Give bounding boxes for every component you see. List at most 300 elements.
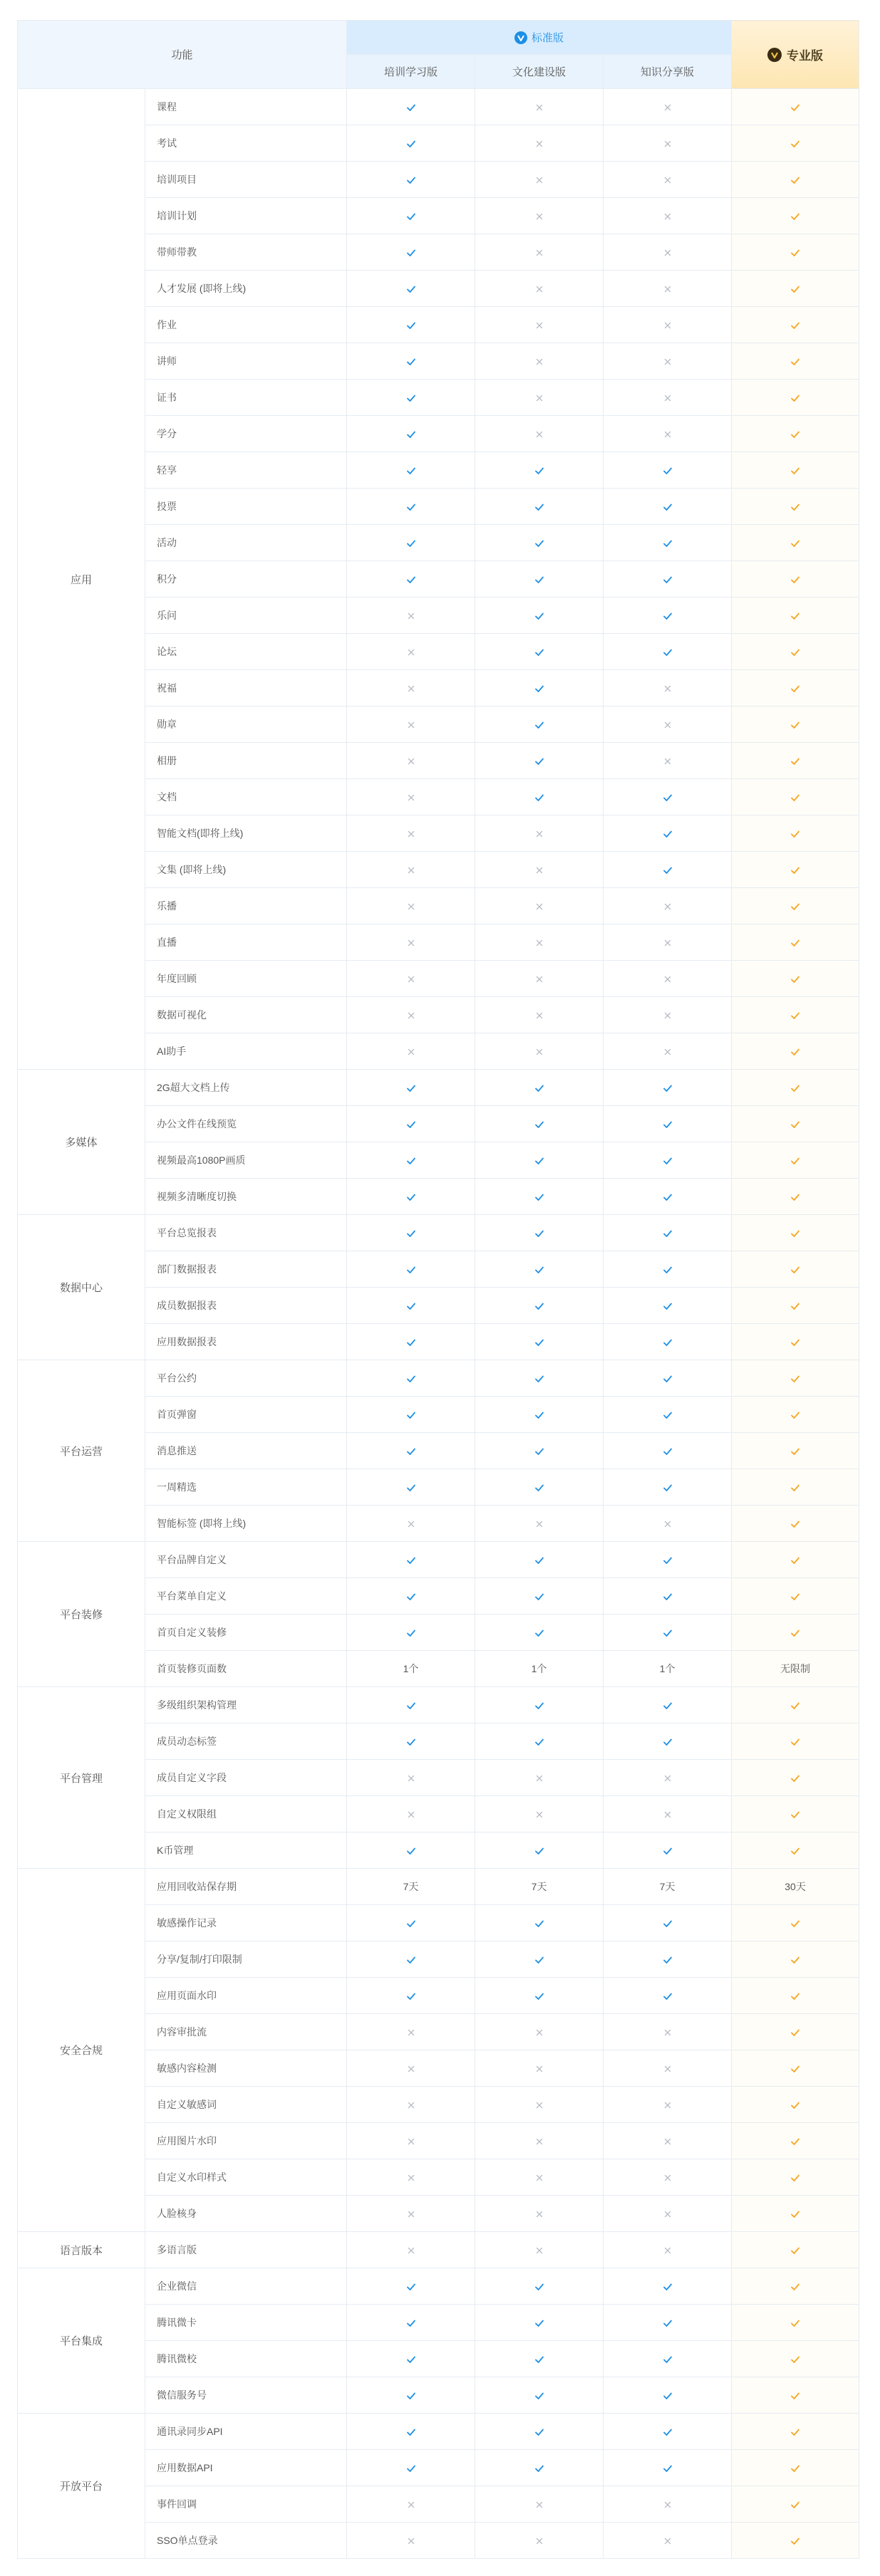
standard-value-cell xyxy=(604,815,732,852)
feature-cell: 微信服务号 xyxy=(145,2377,347,2414)
standard-value-cell xyxy=(475,1542,604,1578)
check-icon xyxy=(790,1628,800,1638)
check-icon xyxy=(534,1955,544,1965)
standard-value-cell xyxy=(604,924,732,961)
cross-icon xyxy=(534,284,544,294)
standard-value-cell xyxy=(604,1179,732,1215)
pro-value-cell xyxy=(732,1578,859,1615)
pro-value-cell xyxy=(732,2159,859,2196)
table-row xyxy=(18,1687,859,1724)
standard-value-cell xyxy=(604,1687,732,1724)
standard-value-cell xyxy=(604,525,732,561)
cross-icon xyxy=(663,2536,673,2546)
standard-value-cell xyxy=(347,1978,475,2014)
cross-icon xyxy=(406,2536,416,2546)
standard-value-cell xyxy=(347,1251,475,1288)
check-icon xyxy=(406,2391,416,2401)
category-cell: 平台运营 xyxy=(18,1360,145,1542)
function-column-header xyxy=(18,21,347,89)
standard-value-cell xyxy=(475,1288,604,1324)
check-icon xyxy=(406,1374,416,1384)
table-body xyxy=(18,89,859,2559)
cross-icon xyxy=(663,1810,673,1820)
pro-value-cell xyxy=(732,343,859,380)
standard-value-cell xyxy=(347,2087,475,2123)
pro-value-cell xyxy=(732,525,859,561)
standard-value-cell xyxy=(475,2123,604,2159)
standard-value-cell xyxy=(347,815,475,852)
standard-value-cell xyxy=(347,2486,475,2523)
standard-value-cell xyxy=(347,1869,475,1905)
cross-icon xyxy=(534,1047,544,1057)
feature-cell: 首页自定义装修 xyxy=(145,1615,347,1651)
check-icon xyxy=(790,829,800,839)
pro-value-cell xyxy=(732,271,859,307)
feature-cell: 平台总览报表 xyxy=(145,1215,347,1251)
check-icon xyxy=(790,103,800,113)
cross-icon xyxy=(406,1519,416,1529)
check-icon xyxy=(406,2355,416,2364)
cross-icon xyxy=(406,1773,416,1783)
feature-cell: 带师带教 xyxy=(145,234,347,271)
table-row xyxy=(18,1542,859,1578)
standard-value-cell xyxy=(475,815,604,852)
standard-value-cell xyxy=(475,1506,604,1542)
value-text: 1个 xyxy=(659,1663,675,1674)
check-icon xyxy=(534,756,544,766)
check-icon xyxy=(534,1592,544,1602)
feature-cell: 乐播 xyxy=(145,888,347,924)
standard-value-cell xyxy=(475,198,604,234)
feature-cell: 学分 xyxy=(145,416,347,452)
standard-value-cell xyxy=(604,380,732,416)
check-icon xyxy=(663,1192,673,1202)
feature-cell: 应用数据报表 xyxy=(145,1324,347,1360)
cross-icon xyxy=(663,1519,673,1529)
pro-value-cell xyxy=(732,2232,859,2268)
standard-value-cell xyxy=(475,380,604,416)
check-icon xyxy=(534,2318,544,2328)
check-icon xyxy=(663,466,673,476)
category-cell: 开放平台 xyxy=(18,2414,145,2559)
check-icon xyxy=(663,793,673,803)
pro-value-cell xyxy=(732,1469,859,1506)
standard-value-cell xyxy=(347,452,475,489)
pro-value-cell xyxy=(732,1869,859,1905)
standard-value-cell xyxy=(604,343,732,380)
standard-value-cell xyxy=(475,1832,604,1869)
pro-value-cell xyxy=(732,1615,859,1651)
standard-value-cell xyxy=(347,1796,475,1832)
pro-value-cell xyxy=(732,1106,859,1142)
standard-value-cell xyxy=(604,2268,732,2305)
cross-icon xyxy=(663,756,673,766)
cross-icon xyxy=(663,393,673,403)
check-icon xyxy=(790,2500,800,2510)
sub-edition-knowledge: 知识分享版 xyxy=(604,55,732,89)
sub-edition-training: 培训学习版 xyxy=(347,55,475,89)
check-icon xyxy=(406,212,416,221)
cross-icon xyxy=(663,212,673,221)
standard-value-cell xyxy=(475,924,604,961)
check-icon xyxy=(790,2173,800,2183)
standard-value-cell xyxy=(604,1469,732,1506)
cross-icon xyxy=(406,684,416,694)
cross-icon xyxy=(663,684,673,694)
standard-value-cell xyxy=(347,2123,475,2159)
check-icon xyxy=(534,1555,544,1565)
feature-cell: K币管理 xyxy=(145,1832,347,1869)
standard-value-cell xyxy=(475,2414,604,2450)
cross-icon xyxy=(663,1773,673,1783)
pro-value-cell xyxy=(732,670,859,706)
table-row xyxy=(18,1869,859,1905)
pro-value-cell xyxy=(732,997,859,1033)
standard-value-cell xyxy=(475,1905,604,1941)
value-text: 7天 xyxy=(403,1881,419,1892)
standard-value-cell xyxy=(347,888,475,924)
feature-cell: AI助手 xyxy=(145,1033,347,1070)
check-icon xyxy=(534,1083,544,1093)
standard-value-cell xyxy=(475,1724,604,1760)
standard-edition-header xyxy=(347,21,732,55)
standard-value-cell xyxy=(604,706,732,743)
standard-value-cell xyxy=(347,1832,475,1869)
pro-value-cell xyxy=(732,561,859,598)
cross-icon xyxy=(406,2137,416,2147)
check-icon xyxy=(790,2391,800,2401)
pro-value-cell xyxy=(732,2196,859,2232)
cross-icon xyxy=(534,212,544,221)
feature-cell: 讲师 xyxy=(145,343,347,380)
standard-value-cell xyxy=(604,598,732,634)
check-icon xyxy=(406,1192,416,1202)
standard-value-cell xyxy=(604,2486,732,2523)
pro-edition-header xyxy=(732,21,859,89)
feature-cell: 应用数据API xyxy=(145,2450,347,2486)
cross-icon xyxy=(534,2246,544,2256)
pro-value-cell xyxy=(732,2341,859,2377)
check-icon xyxy=(406,1555,416,1565)
standard-value-cell xyxy=(604,1142,732,1179)
standard-value-cell xyxy=(347,125,475,162)
check-icon xyxy=(534,575,544,585)
standard-value-cell xyxy=(347,2196,475,2232)
check-icon xyxy=(663,1919,673,1929)
standard-value-cell xyxy=(347,1542,475,1578)
pro-value-cell xyxy=(732,2377,859,2414)
feature-cell: 一周精选 xyxy=(145,1469,347,1506)
standard-value-cell xyxy=(347,525,475,561)
standard-value-cell xyxy=(347,271,475,307)
check-icon xyxy=(790,1846,800,1856)
standard-value-cell xyxy=(347,89,475,125)
table-row xyxy=(18,1070,859,1106)
check-icon xyxy=(790,974,800,984)
pro-value-cell xyxy=(732,1179,859,1215)
standard-value-cell xyxy=(475,852,604,888)
feature-cell: 祝福 xyxy=(145,670,347,706)
check-icon xyxy=(790,1446,800,1456)
category-cell: 平台集成 xyxy=(18,2268,145,2414)
check-icon xyxy=(534,1628,544,1638)
standard-value-cell xyxy=(475,1179,604,1215)
check-icon xyxy=(790,1047,800,1057)
standard-value-cell xyxy=(475,706,604,743)
standard-value-cell xyxy=(347,2305,475,2341)
pro-value-cell xyxy=(732,1142,859,1179)
edition-comparison-table xyxy=(17,20,859,2559)
standard-value-cell xyxy=(604,743,732,779)
standard-value-cell xyxy=(347,634,475,670)
check-icon xyxy=(663,2427,673,2437)
standard-value-cell xyxy=(347,743,475,779)
feature-cell: 企业微信 xyxy=(145,2268,347,2305)
cross-icon xyxy=(534,2064,544,2074)
check-icon xyxy=(406,2318,416,2328)
pro-value-cell xyxy=(732,1215,859,1251)
feature-cell: 作业 xyxy=(145,307,347,343)
function-header-label: 功能 xyxy=(171,49,193,61)
pro-value-cell xyxy=(732,888,859,924)
standard-value-cell xyxy=(604,1651,732,1687)
check-icon xyxy=(534,1919,544,1929)
table-row xyxy=(18,2268,859,2305)
cross-icon xyxy=(406,720,416,730)
standard-value-cell xyxy=(475,2377,604,2414)
category-cell: 数据中心 xyxy=(18,1215,145,1360)
standard-value-cell xyxy=(347,997,475,1033)
standard-value-cell xyxy=(604,1542,732,1578)
standard-value-cell xyxy=(347,1142,475,1179)
standard-value-cell xyxy=(347,779,475,815)
standard-value-cell xyxy=(475,1941,604,1978)
cross-icon xyxy=(663,2100,673,2110)
check-icon xyxy=(790,1410,800,1420)
feature-cell: 视频多清晰度切换 xyxy=(145,1179,347,1215)
check-icon xyxy=(790,2427,800,2437)
check-icon xyxy=(534,2391,544,2401)
check-icon xyxy=(406,139,416,149)
check-icon xyxy=(663,1410,673,1420)
standard-value-cell xyxy=(347,1615,475,1651)
check-icon xyxy=(663,1955,673,1965)
standard-value-cell xyxy=(475,634,604,670)
check-icon xyxy=(790,1483,800,1493)
standard-value-cell xyxy=(604,2050,732,2087)
cross-icon xyxy=(534,393,544,403)
pro-value-cell xyxy=(732,2486,859,2523)
feature-cell: 培训项目 xyxy=(145,162,347,198)
check-icon xyxy=(790,1701,800,1711)
pro-value-cell xyxy=(732,1724,859,1760)
cross-icon xyxy=(534,829,544,839)
cross-icon xyxy=(663,2173,673,2183)
standard-value-cell xyxy=(604,997,732,1033)
standard-value-cell xyxy=(475,1106,604,1142)
standard-value-cell xyxy=(347,2341,475,2377)
feature-cell: 自定义水印样式 xyxy=(145,2159,347,2196)
check-icon xyxy=(406,1337,416,1347)
standard-value-cell xyxy=(347,2232,475,2268)
standard-value-cell xyxy=(347,598,475,634)
feature-cell: 视频最高1080P画质 xyxy=(145,1142,347,1179)
feature-cell: 多语言版 xyxy=(145,2232,347,2268)
table-header xyxy=(18,21,859,89)
standard-value-cell xyxy=(604,307,732,343)
pro-value-cell xyxy=(732,162,859,198)
cross-icon xyxy=(534,1519,544,1529)
standard-edition-label: 标准版 xyxy=(532,32,564,44)
check-icon xyxy=(406,1083,416,1093)
pro-value-cell xyxy=(732,416,859,452)
cross-icon xyxy=(663,320,673,330)
standard-v-badge-icon xyxy=(514,31,527,44)
standard-value-cell xyxy=(347,1179,475,1215)
value-text: 1个 xyxy=(531,1663,547,1674)
check-icon xyxy=(406,1229,416,1239)
feature-cell: 自定义权限组 xyxy=(145,1796,347,1832)
standard-value-cell xyxy=(347,307,475,343)
pro-value-cell xyxy=(732,1687,859,1724)
cross-icon xyxy=(534,103,544,113)
standard-value-cell xyxy=(475,525,604,561)
pro-value-cell xyxy=(732,2087,859,2123)
feature-cell: 考试 xyxy=(145,125,347,162)
check-icon xyxy=(534,720,544,730)
standard-value-cell xyxy=(347,2450,475,2486)
cross-icon xyxy=(534,938,544,948)
check-icon xyxy=(790,538,800,548)
cross-icon xyxy=(406,902,416,912)
standard-value-cell xyxy=(475,1615,604,1651)
check-icon xyxy=(790,1337,800,1347)
feature-cell: 成员动态标签 xyxy=(145,1724,347,1760)
check-icon xyxy=(790,2064,800,2074)
standard-value-cell xyxy=(475,1360,604,1397)
cross-icon xyxy=(534,429,544,439)
check-icon xyxy=(534,1701,544,1711)
pro-value-cell xyxy=(732,634,859,670)
check-icon xyxy=(534,1156,544,1166)
pro-value-cell xyxy=(732,961,859,997)
pro-value-cell xyxy=(732,1796,859,1832)
check-icon xyxy=(663,1555,673,1565)
check-icon xyxy=(663,1120,673,1130)
pro-value-cell xyxy=(732,89,859,125)
feature-cell: 事件回调 xyxy=(145,2486,347,2523)
standard-value-cell xyxy=(475,888,604,924)
feature-cell: 成员数据报表 xyxy=(145,1288,347,1324)
check-icon xyxy=(790,647,800,657)
pro-value-cell xyxy=(732,1651,859,1687)
cross-icon xyxy=(663,284,673,294)
cross-icon xyxy=(663,248,673,258)
category-cell: 安全合规 xyxy=(18,1869,145,2232)
cross-icon xyxy=(406,865,416,875)
feature-cell: 人才发展 (即将上线) xyxy=(145,271,347,307)
feature-cell: 首页弹窗 xyxy=(145,1397,347,1433)
check-icon xyxy=(790,1156,800,1166)
cross-icon xyxy=(406,2246,416,2256)
check-icon xyxy=(790,284,800,294)
cross-icon xyxy=(534,2500,544,2510)
pro-value-cell xyxy=(732,779,859,815)
standard-value-cell xyxy=(347,2268,475,2305)
pro-value-cell xyxy=(732,380,859,416)
check-icon xyxy=(406,2463,416,2473)
feature-cell: 论坛 xyxy=(145,634,347,670)
cross-icon xyxy=(534,248,544,258)
check-icon xyxy=(534,2355,544,2364)
pro-value-cell xyxy=(732,743,859,779)
feature-cell: 敏感内容检测 xyxy=(145,2050,347,2087)
feature-cell: 文集 (即将上线) xyxy=(145,852,347,888)
check-icon xyxy=(406,429,416,439)
check-icon xyxy=(790,902,800,912)
check-icon xyxy=(406,1991,416,2001)
category-cell: 平台装修 xyxy=(18,1542,145,1687)
standard-value-cell xyxy=(475,489,604,525)
feature-cell: 应用图片水印 xyxy=(145,2123,347,2159)
check-icon xyxy=(534,1301,544,1311)
standard-value-cell xyxy=(347,1905,475,1941)
pro-value-cell xyxy=(732,706,859,743)
check-icon xyxy=(790,175,800,185)
value-text: 30天 xyxy=(785,1881,806,1892)
check-icon xyxy=(406,1846,416,1856)
check-icon xyxy=(663,2391,673,2401)
standard-value-cell xyxy=(475,1469,604,1506)
pro-value-cell xyxy=(732,1433,859,1469)
standard-value-cell xyxy=(475,271,604,307)
cross-icon xyxy=(534,2209,544,2219)
standard-value-cell xyxy=(604,489,732,525)
check-icon xyxy=(406,175,416,185)
check-icon xyxy=(790,1229,800,1239)
feature-cell: 勋章 xyxy=(145,706,347,743)
check-icon xyxy=(406,1919,416,1929)
standard-value-cell xyxy=(604,2123,732,2159)
cross-icon xyxy=(406,1011,416,1021)
cross-icon xyxy=(663,103,673,113)
standard-value-cell xyxy=(604,1905,732,1941)
check-icon xyxy=(406,1737,416,1747)
feature-cell: 分享/复制/打印限制 xyxy=(145,1941,347,1978)
standard-value-cell xyxy=(604,888,732,924)
standard-value-cell xyxy=(475,1869,604,1905)
check-icon xyxy=(534,1410,544,1420)
cross-icon xyxy=(663,429,673,439)
check-icon xyxy=(790,2028,800,2038)
check-icon xyxy=(790,611,800,621)
check-icon xyxy=(663,1374,673,1384)
check-icon xyxy=(790,1592,800,1602)
cross-icon xyxy=(406,974,416,984)
standard-value-cell xyxy=(475,452,604,489)
cross-icon xyxy=(663,175,673,185)
standard-value-cell xyxy=(475,1760,604,1796)
standard-value-cell xyxy=(604,1251,732,1288)
check-icon xyxy=(663,2355,673,2364)
feature-cell: 腾讯微卡 xyxy=(145,2305,347,2341)
check-icon xyxy=(790,2282,800,2292)
standard-value-cell xyxy=(604,634,732,670)
check-icon xyxy=(663,1483,673,1493)
standard-value-cell xyxy=(347,380,475,416)
feature-cell: 活动 xyxy=(145,525,347,561)
check-icon xyxy=(534,1229,544,1239)
